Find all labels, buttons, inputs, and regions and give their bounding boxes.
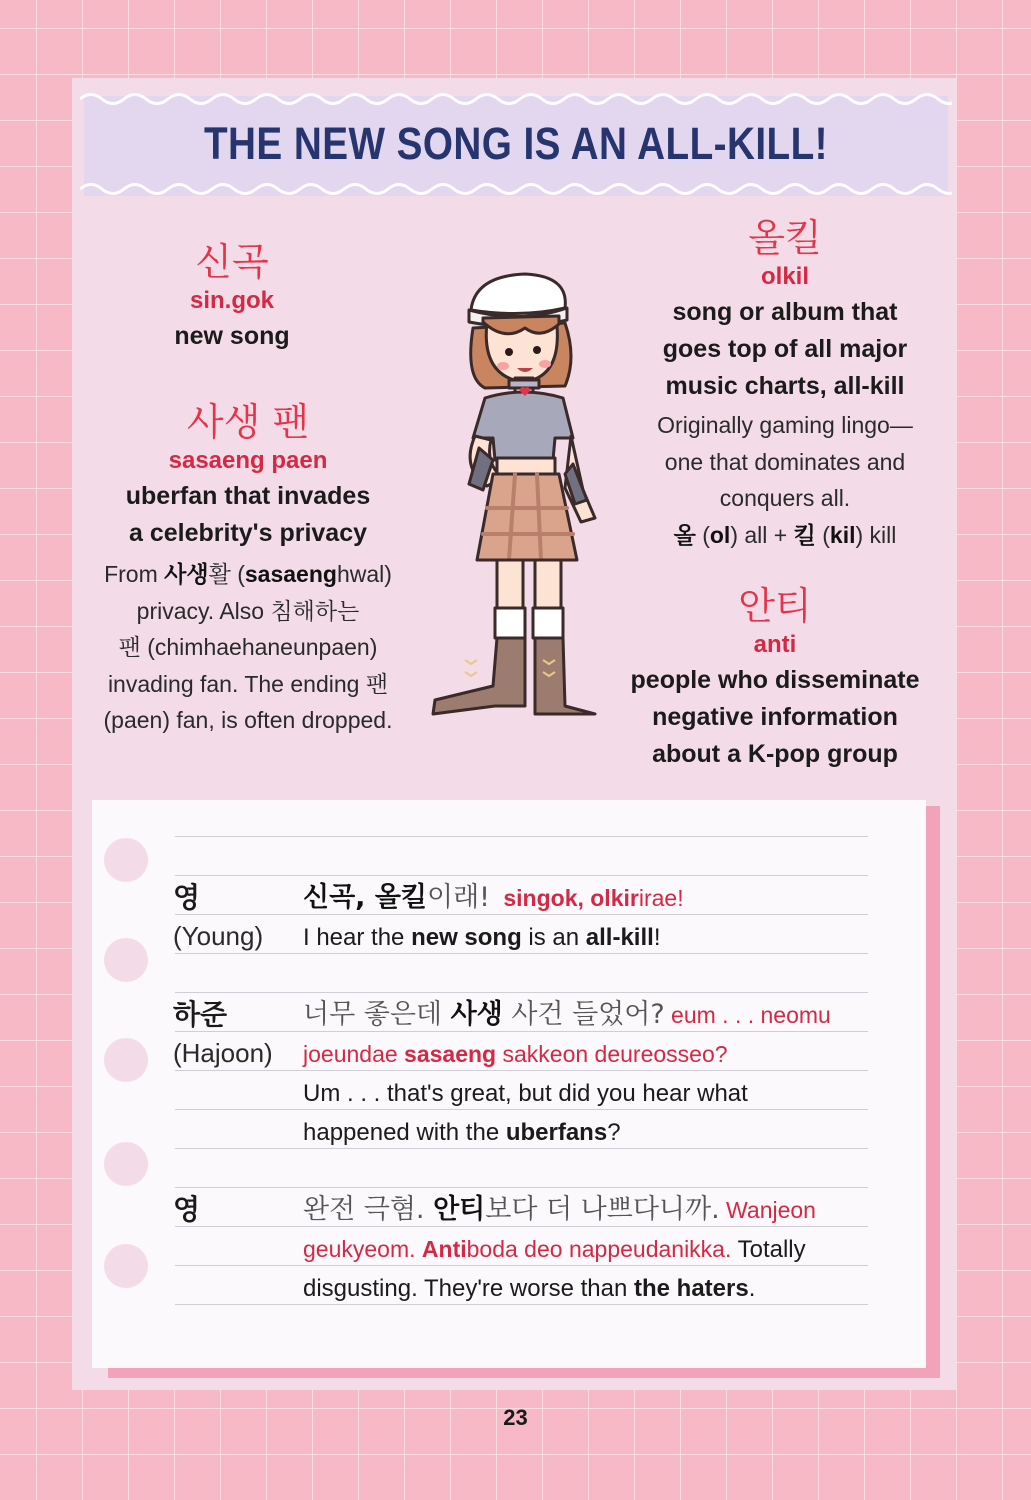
entry-definition-line: about a K-pop group <box>652 740 898 768</box>
entry-olkil <box>620 216 950 553</box>
bottom-wave-divider <box>80 180 952 198</box>
note-line: conquers all. <box>719 485 851 511</box>
entry-definition-line: song or album that <box>672 298 898 326</box>
page-number: 23 <box>503 1405 528 1430</box>
paper-rule <box>175 992 868 993</box>
entry-definition-line: music charts, all-kill <box>665 372 905 400</box>
note-line: privacy. Also 침해하는 <box>136 597 360 624</box>
speaker-young: 영 (Young) <box>173 881 264 951</box>
entry-romanization: olkil <box>760 263 809 290</box>
dialogue-english-line: disgusting. They're worse than the haters. <box>303 1275 756 1302</box>
binder-hole <box>104 1038 148 1082</box>
paper-rule <box>175 1187 868 1188</box>
entry-romanization: anti <box>753 631 797 658</box>
dialogue-english-line: happened with the uberfans? <box>303 1119 621 1146</box>
entry-korean: 신곡 <box>195 240 269 284</box>
binder-hole <box>104 1244 148 1288</box>
entry-definition-line: people who disseminate <box>630 666 920 694</box>
page-title: THE NEW SONG IS AN ALL-KILL! <box>203 118 829 169</box>
dialogue-line-hajoon <box>303 995 888 1152</box>
dialogue-korean-line: 신곡, 올킬이래! singok, olkirirae! <box>303 882 684 913</box>
speaker-hajoon: 하준 (Hajoon) <box>173 998 273 1068</box>
entry-definition-line: negative information <box>652 703 898 731</box>
note-line: 팬 (chimhaehaneunpaen) <box>118 634 378 660</box>
binder-hole <box>104 838 148 882</box>
paper-rule <box>175 836 868 837</box>
entry-romanization: sasaeng paen <box>168 447 328 474</box>
dialogue-line-young-1 <box>303 878 888 957</box>
note-line: one that dominates and <box>664 448 906 475</box>
binder-hole <box>104 1142 148 1186</box>
entry-definition: new song <box>174 322 290 350</box>
top-wave-divider <box>80 90 952 108</box>
binder-hole <box>104 938 148 982</box>
k-pop-idol-illustration <box>425 268 620 726</box>
entry-note <box>88 556 408 739</box>
entry-note <box>620 407 950 553</box>
entry-definition-line: uberfan that invades <box>125 482 371 510</box>
dialogue-english-line: I hear the new song is an all-kill! <box>303 924 661 951</box>
dialogue-english-line: Um . . . that's great, but did you hear what <box>303 1080 748 1107</box>
entry-definition-line: goes top of all major <box>662 335 908 363</box>
paper-rule <box>175 875 868 876</box>
entry-anti <box>610 584 940 773</box>
speaker-young-2: 영 <box>173 1193 201 1226</box>
entry-singok <box>132 240 332 355</box>
dialogue-line-young-2 <box>303 1190 888 1308</box>
note-breakdown: 올 (ol) all + 킬 (kil) kill <box>673 521 897 548</box>
dialogue-romanization-line: joeundae sasaeng sakkeon deureosseo? <box>303 1041 728 1067</box>
entry-romanization: sin.gok <box>189 287 274 314</box>
entry-korean: 안티 <box>738 584 812 628</box>
note-line: invading fan. The ending 팬 <box>107 670 389 697</box>
note-line: Originally gaming lingo— <box>657 412 913 438</box>
entry-definition-line: a celebrity's privacy <box>128 519 368 547</box>
dialogue-korean-line: 너무 좋은데 사생 사건 들었어? eum . . . neomu <box>303 999 831 1030</box>
entry-korean: 올킬 <box>748 216 822 260</box>
dialogue-romanization-line: geukyeom. Antiboda deo nappeudanikka. Totally <box>303 1236 806 1263</box>
note-line: (paen) fan, is often dropped. <box>103 707 393 733</box>
dialogue-korean-line: 완전 극혐. 안티보다 더 나쁘다니까. Wanjeon <box>303 1194 816 1225</box>
entry-sasaeng-paen <box>88 400 408 739</box>
note-line: From 사생활 (sasaenghwal) <box>104 561 392 587</box>
entry-korean: 사생 팬 <box>186 400 310 444</box>
